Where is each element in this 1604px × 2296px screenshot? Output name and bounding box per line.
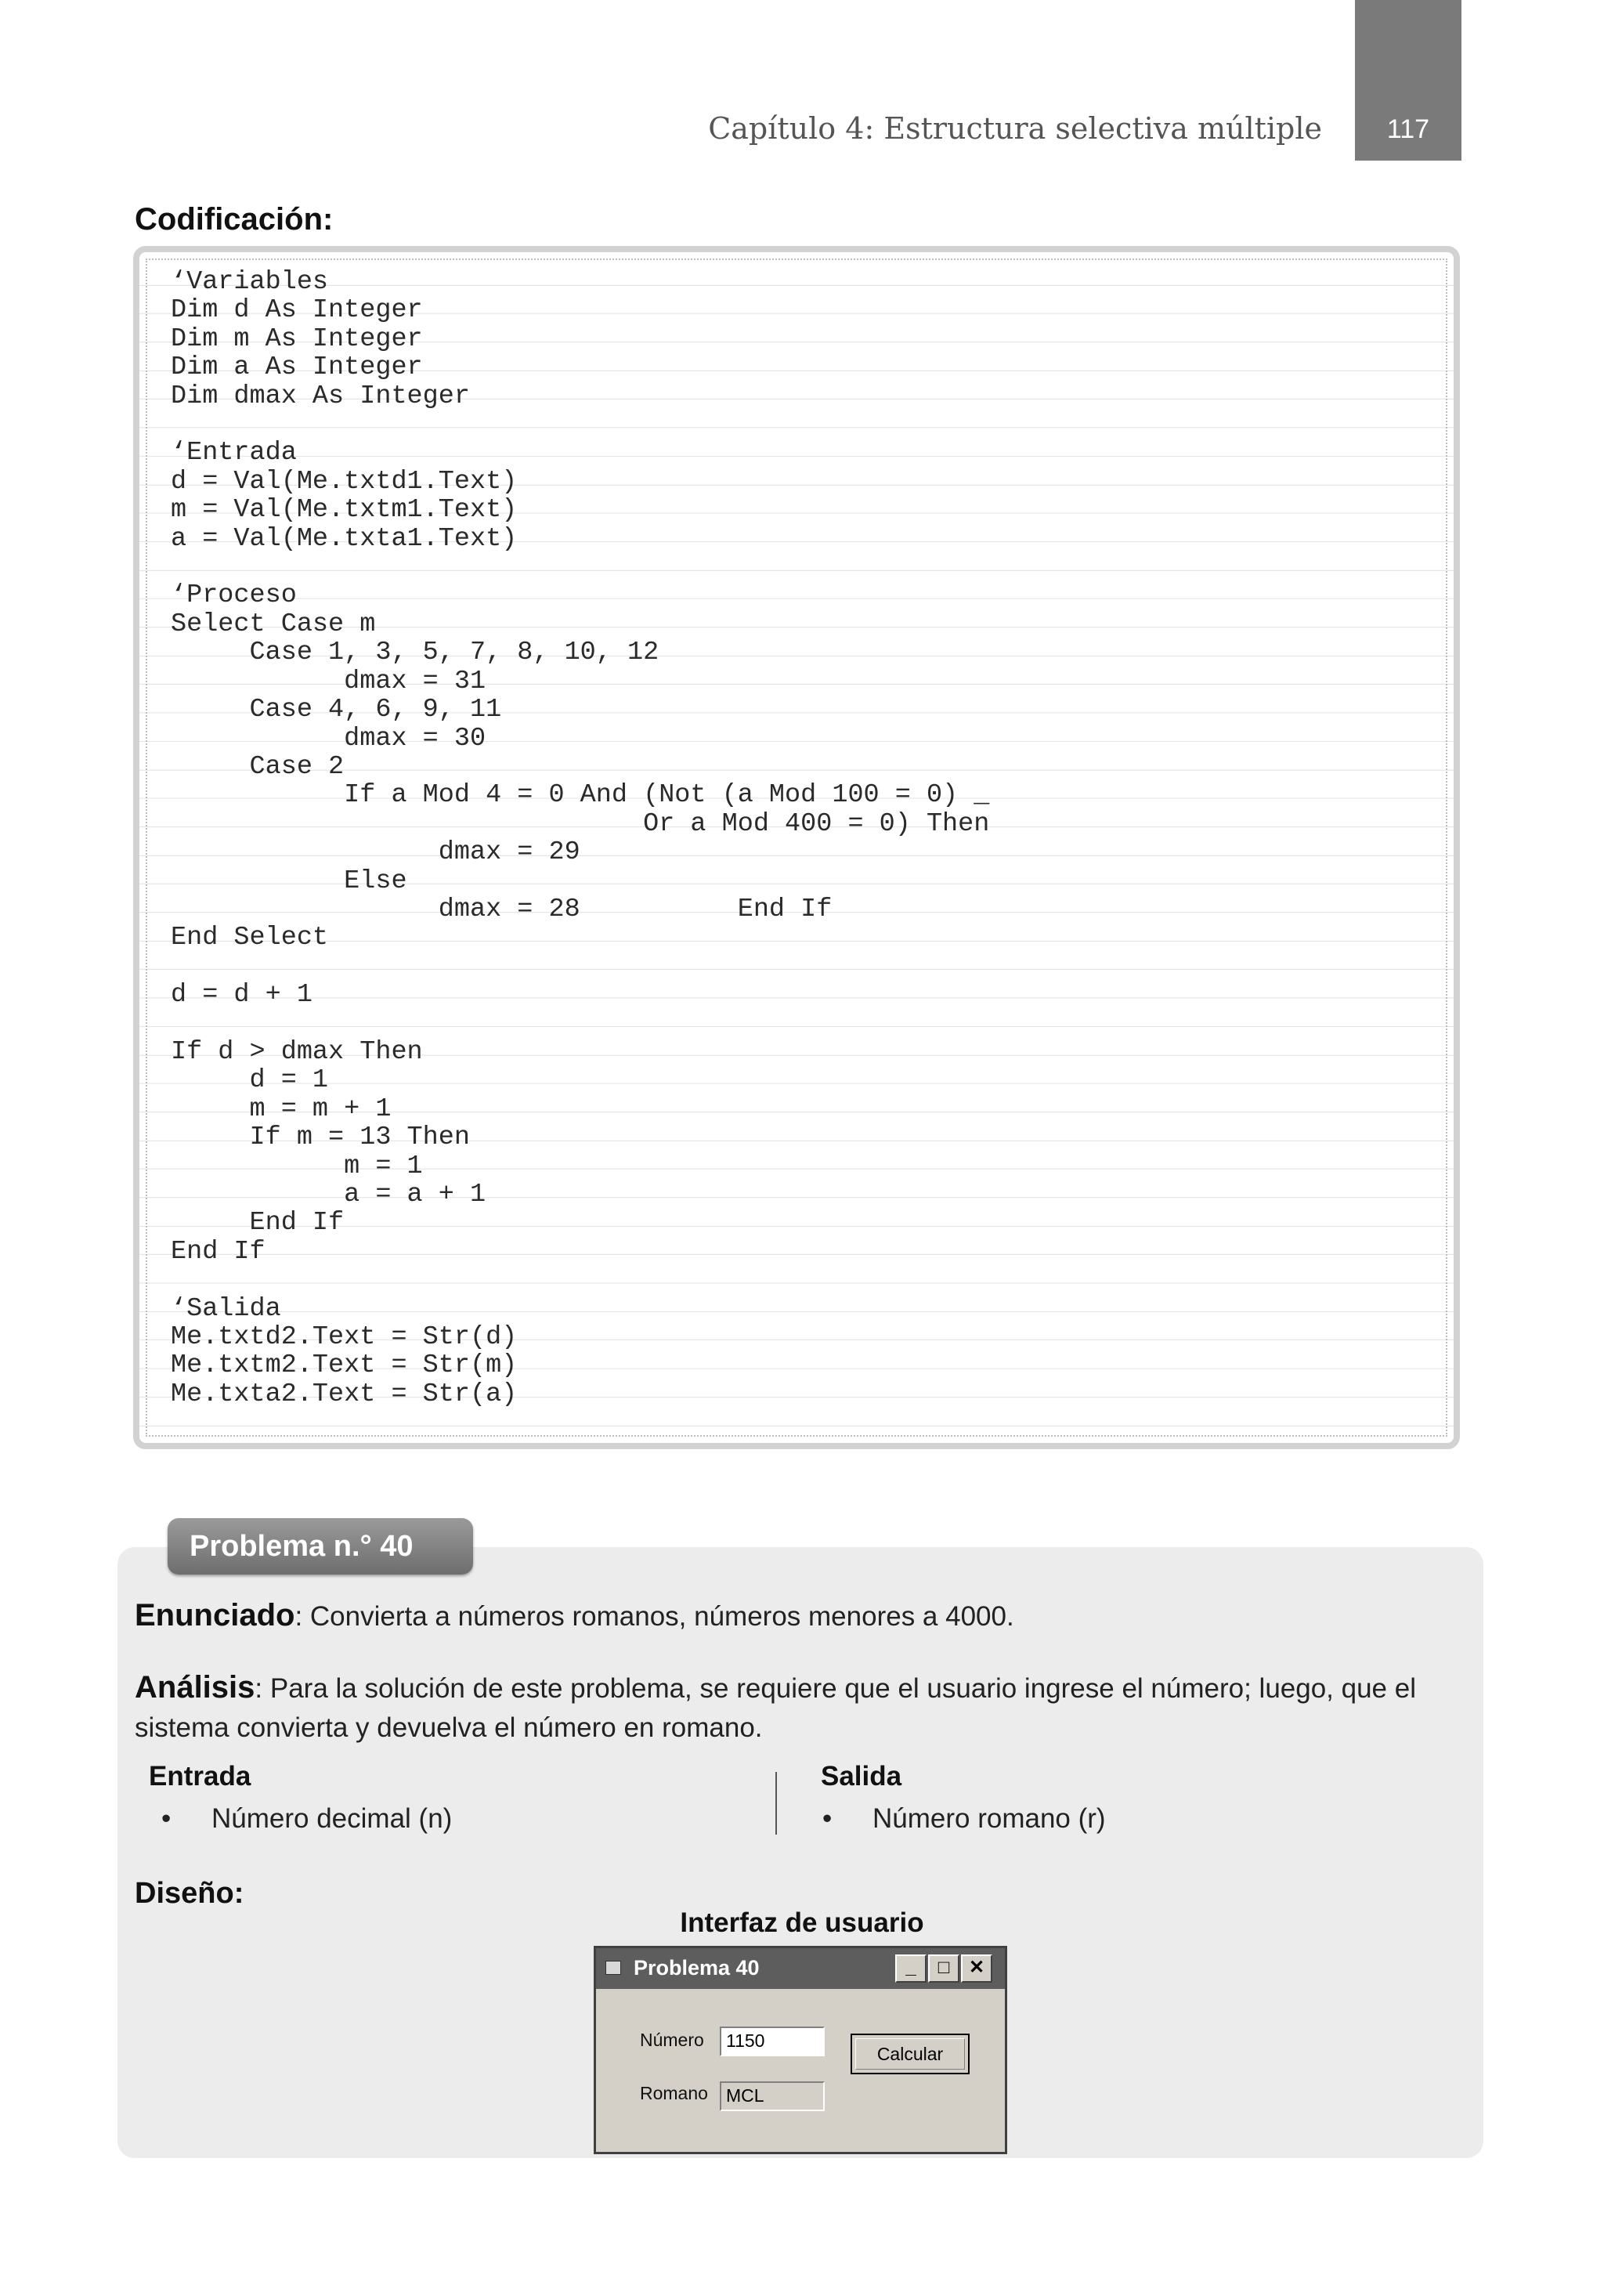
minimize-button[interactable]: _	[895, 1954, 927, 1983]
analisis-text-line-1: : Para la solución de este problema, se requiere que el usuario ingrese el número; luego, que el	[255, 1673, 1416, 1704]
entrada-heading: Entrada	[149, 1761, 251, 1792]
entrada-item-text: Número decimal (n)	[211, 1803, 453, 1834]
analisis-paragraph	[135, 1670, 1416, 1705]
calcular-button-label: Calcular	[855, 2038, 965, 2070]
salida-heading: Salida	[821, 1761, 902, 1792]
maximize-button[interactable]: □	[928, 1954, 959, 1983]
enunciado-text: : Convierta a números romanos, números menores a 4000.	[294, 1601, 1014, 1632]
numero-input[interactable]: 1150	[720, 2027, 825, 2056]
page-number-tab	[1355, 0, 1461, 161]
bullet-glyph: •	[822, 1803, 833, 1834]
diseno-heading: Diseño:	[135, 1877, 244, 1910]
calcular-button[interactable]	[851, 2034, 970, 2074]
page-number: 117	[1386, 114, 1430, 144]
code-listing: ‘Variables Dim d As Integer Dim m As Integer Dim a As Integer Dim dmax As Integer ‘Entrada d = Val(Me.txtd1.Text) m = Val(Me.txtm1.Text) a = Val(Me.txta1.Text) ‘Proceso Select Case m Case 1, 3, 5, 7, 8, 10, 12 dmax = 31 Case 4, 6, 9, 11 dmax = 30 Case 2 If a Mod 4 = 0 And (Not (a Mod 100 = 0) _ Or a Mod 400 = 0) Then dmax = 29 Else dmax = 28 End If End Select d = d + 1 If d > dmax Then d = 1 m = m + 1 If m = 13 Then m = 1 a = a + 1 End If End If ‘Salida Me.txtd2.Text = Str(d) Me.txtm2.Text = Str(m) Me.txta2.Text = Str(a)	[171, 267, 990, 1409]
chapter-header-title: Capítulo 4: Estructura selectiva múltiple	[708, 111, 1322, 146]
salida-item	[822, 1803, 1106, 1835]
analisis-label: Análisis	[135, 1670, 255, 1705]
entrada-item	[161, 1803, 452, 1835]
form-window	[594, 1946, 1007, 2154]
form-titlebar[interactable]	[596, 1948, 1005, 1989]
problem-tab: Problema n.° 40	[168, 1518, 473, 1575]
code-box	[133, 246, 1460, 1449]
enunciado-label: Enunciado	[135, 1598, 295, 1633]
romano-output: MCL	[720, 2081, 825, 2111]
close-button[interactable]: ✕	[961, 1954, 992, 1983]
salida-item-text: Número romano (r)	[872, 1803, 1106, 1834]
analisis-text-line-2: sistema convierta y devuelva el número en romano.	[135, 1712, 763, 1743]
bullet-glyph: •	[161, 1803, 172, 1834]
form-title: Problema 40	[634, 1956, 760, 1980]
ui-caption: Interfaz de usuario	[680, 1907, 924, 1938]
window-app-icon	[605, 1961, 621, 1975]
entrada-salida-divider	[775, 1772, 777, 1835]
enunciado-paragraph	[135, 1598, 1014, 1633]
romano-label: Romano	[640, 2083, 708, 2103]
codificacion-heading: Codificación:	[135, 202, 334, 237]
numero-label: Número	[640, 2030, 704, 2050]
